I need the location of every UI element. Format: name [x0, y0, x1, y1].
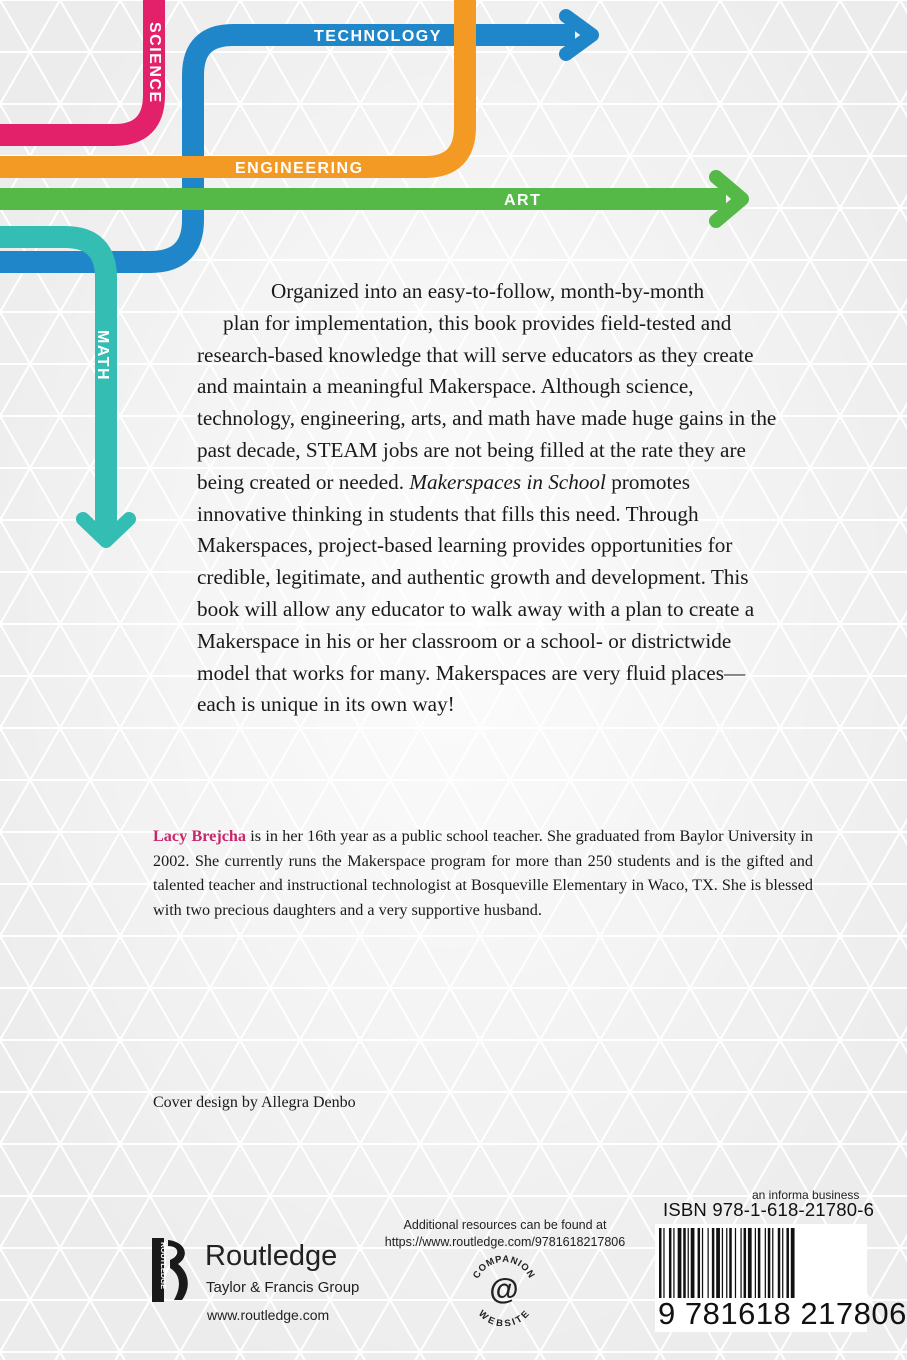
barcode-bar: [716, 1228, 720, 1298]
barcode-bar: [683, 1228, 686, 1298]
barcode-bar: [691, 1228, 695, 1298]
barcode-bar: [722, 1228, 723, 1298]
publisher-name: Routledge: [205, 1240, 338, 1272]
barcode-bar: [748, 1228, 752, 1298]
routledge-spine-text: ROUTLEDGE: [159, 1242, 168, 1290]
barcode-bar: [702, 1228, 703, 1298]
companion-website-badge: [466, 1250, 542, 1326]
svg-text:WEBSITE: [476, 1308, 532, 1326]
barcode-bar: [740, 1228, 741, 1298]
math-label: MATH: [94, 330, 111, 382]
barcode-bar: [768, 1228, 771, 1298]
blurb-text-a: and research-based knowledge that will serve educators as they create and maintain a meaningful Makerspace. Although science, technology, engineering, arts, and math have made huge gains in the past decade, STEAM jobs are not being filled at the rate they are being created or needed.: [197, 310, 777, 494]
barcode-bars-icon: [655, 1228, 867, 1298]
barcode-bar: [791, 1228, 795, 1298]
barcode-bar: [659, 1228, 662, 1298]
companion-url[interactable]: https://www.routledge.com/9781618217806: [384, 1235, 626, 1249]
publisher-url[interactable]: www.routledge.com: [207, 1307, 330, 1323]
author-bio: [153, 824, 813, 922]
isbn-text: ISBN 978-1-618-21780-6: [663, 1199, 875, 1220]
author-bio-text: is in her 16th year as a public school teacher. She graduated from Baylor University in 2002. She currently runs the Makerspace program for more than 250 students and is the gifted and talented teacher and instructional technologist at Bosqueville Elementary in Waco, TX. She is blessed with two precious daughters and a very supportive husband.: [153, 827, 813, 919]
companion-line-1: Additional resources can be found at: [403, 1218, 607, 1232]
blurb-line-2: plan for implementation, this book provides field-tested: [223, 310, 696, 335]
book-description: [197, 276, 782, 721]
barcode-bar: [663, 1228, 664, 1298]
routledge-logo-icon: [152, 1238, 196, 1302]
companion-badge-top: COMPANION: [471, 1253, 537, 1281]
barcode-bar: [744, 1228, 747, 1298]
barcode-digits: 9 781618 217806: [658, 1296, 907, 1331]
barcode-bar: [772, 1228, 773, 1298]
cover-credit: Cover design by Allegra Denbo: [153, 1094, 356, 1111]
barcode-bar: [688, 1228, 689, 1298]
barcode-bar: [758, 1228, 761, 1298]
barcode-bar: [669, 1228, 672, 1298]
publisher-group: Taylor & Francis Group: [206, 1279, 360, 1296]
engineering-label: ENGINEERING: [235, 160, 364, 177]
barcode-bar: [712, 1228, 715, 1298]
barcode-bar: [726, 1228, 727, 1298]
informa-tagline: an informa business: [752, 1188, 860, 1202]
author-name: Lacy Brejcha: [153, 827, 246, 845]
barcode-bar: [729, 1228, 732, 1298]
book-title-italic: Makerspaces in School: [409, 469, 606, 494]
blurb-line-1: Organized into an easy-to-follow, month-by-month: [271, 279, 705, 303]
technology-label: TECHNOLOGY: [314, 28, 442, 45]
barcode-bar: [755, 1228, 756, 1298]
barcode-bar: [735, 1228, 736, 1298]
barcode-bar: [673, 1228, 674, 1298]
barcode-bar: [786, 1228, 789, 1298]
science-label: SCIENCE: [146, 22, 163, 104]
companion-info: [380, 1217, 630, 1251]
barcode-bar: [678, 1228, 682, 1298]
barcode-bar: [765, 1228, 766, 1298]
barcode-bar: [782, 1228, 783, 1298]
at-sign-icon: @: [489, 1273, 519, 1306]
art-label: ART: [504, 192, 542, 209]
barcode-bar: [778, 1228, 781, 1298]
companion-badge-bottom: WEBSITE: [476, 1308, 533, 1326]
barcode-bar: [708, 1228, 709, 1298]
blurb-text-b: promotes innovative thinking in students that fills this need. Through Makerspaces, project-based learning provides opportunities for credible, legitimate, and authentic growth and development. This book will allow any educator to walk away with a plan to create a Makerspace in his or her classroom or a school- or districtwide model that works for many. Makerspaces are very fluid places—each is unique in its own way!: [197, 469, 755, 717]
barcode-bar: [698, 1228, 701, 1298]
